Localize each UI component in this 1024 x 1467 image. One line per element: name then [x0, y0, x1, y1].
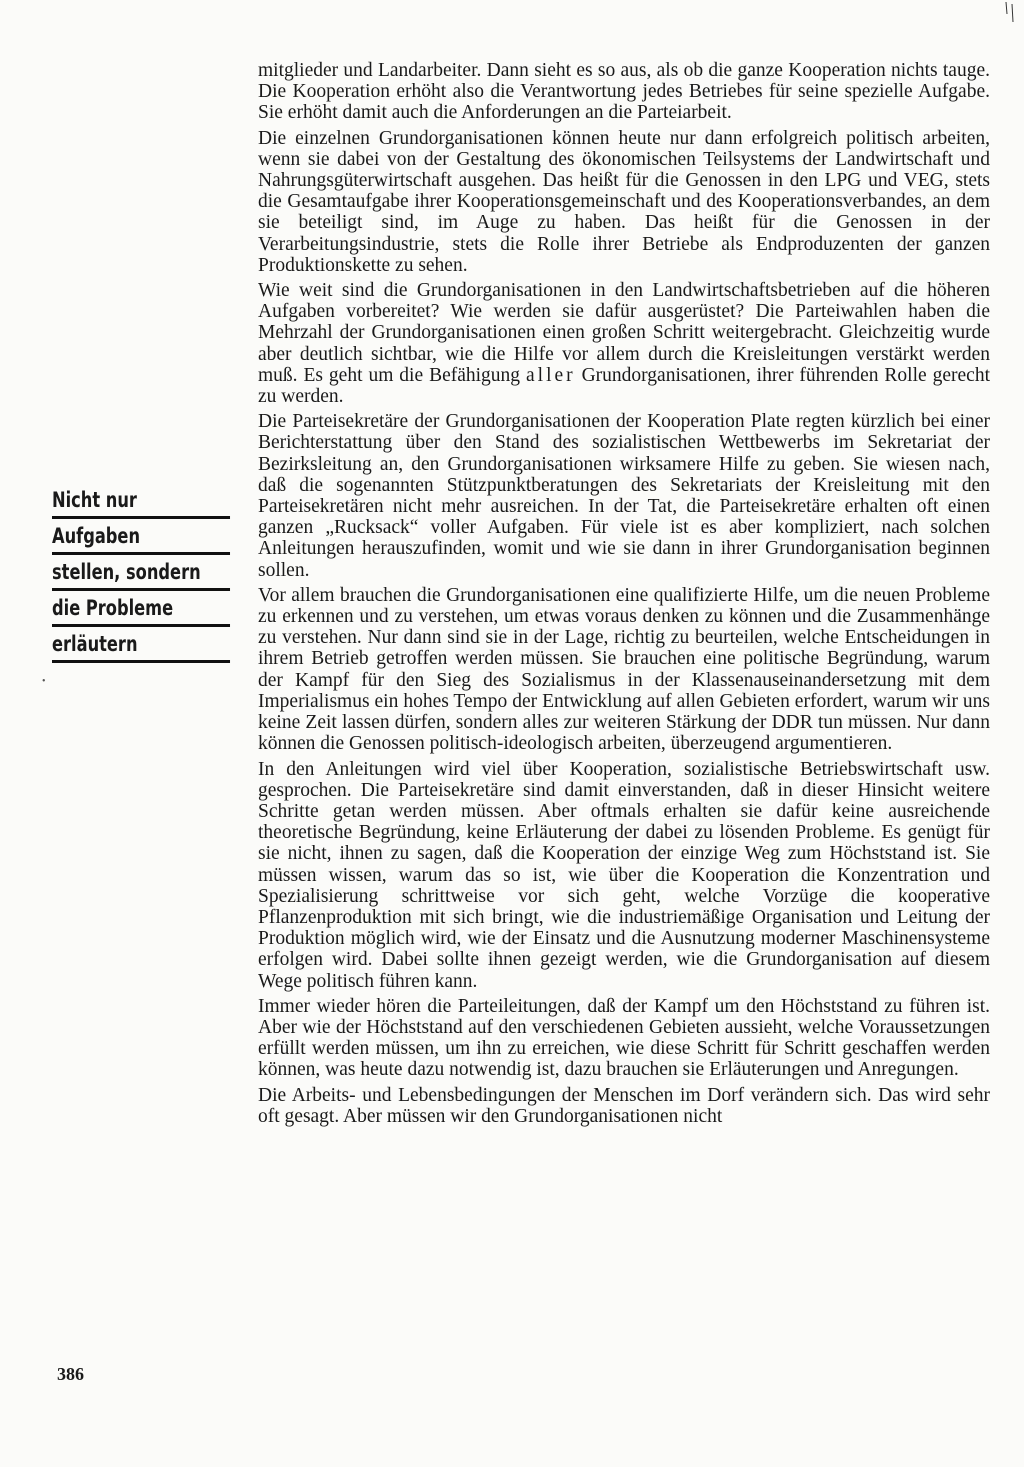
margin-heading-line: Aufgaben	[52, 523, 230, 555]
paragraph: Die Parteisekretäre der Grundorganisationen der Kooperation Plate regten kürzlich bei einer Berichterstattung über den Stand des sozialistischen Wettbewerbs im Sekretariat der Bezirksleitung an, den Grundorganisationen wirksamere Hilfe zu geben. Sie wiesen nach, daß die sogenannten Stützpunktberatungen des Sekretariats der Kreisleitung mit den Parteisekretären nicht mehr ausreichen. In der Tat, die Parteisekretäre erhalten oft einen ganzen „Rucksack“ voller Aufgaben. Für viele ist es aber kompliziert, nach solchen Anleitungen herauszufinden, womit und wie sie dann in ihrer Grundorganisation beginnen sollen.	[258, 411, 990, 581]
paragraph: Die einzelnen Grundorganisationen können heute nur dann erfolgreich politisch arbeiten, wenn sie dabei von der Gestaltung des ökonomischen Teilsystems der Landwirtschaft und Nahrungsgüterwirtschaft ausgehen. Das heißt für die Genossen in den LPG und VEG, stets die Gesamtaufgabe ihrer Kooperationsgemeinschaft und des Kooperationsverbandes, an dem sie beteiligt sind, im Auge zu haben. Das heißt für die Genossen in der Verarbeitungsindustrie, stets die Rolle ihrer Betriebe als Endproduzenten der ganzen Produktionskette zu sehen.	[258, 127, 990, 276]
margin-heading-line: stellen, sondern	[52, 559, 230, 591]
margin-heading-line: Nicht nur	[52, 487, 230, 519]
scan-edge-marks	[1002, 0, 1022, 40]
paragraph	[258, 280, 990, 407]
page-number: 386	[57, 1364, 84, 1384]
margin-heading-line: erläutern	[52, 631, 230, 663]
emphasized-word: aller	[526, 364, 576, 386]
paragraph-text: Wie weit sind die Grundorganisationen in den Landwirtschaftsbetrieben auf die höheren Aufgaben vorbereitet? Wie werden sie dafür ausgerüstet? Die Parteiwahlen haben die Mehrzahl der Grundorganisationen einen großen Schritt weitergebracht. Gleichzeitig wurde aber deutlich sichtbar, wie die Hilfe vor allem durch die Kreisleitungen verstärkt werden muß. Es geht um die Befähigung	[258, 280, 990, 386]
paragraph-text: Grundorganisationen, ihrer führenden Rolle gerecht zu werden.	[258, 364, 990, 408]
paragraph: Immer wieder hören die Parteileitungen, daß der Kampf um den Höchststand zu führen ist. Aber wie der Höchststand auf den verschiedenen Gebieten aussieht, welche Voraussetzungen erfüllt werden müssen, um ihn zu erreichen, wie diese Schritt für Schritt geschaffen werden können, was heute dazu notwendig ist, dazu brauchen sie Erläuterungen und Anregungen.	[258, 995, 990, 1081]
paragraph: In den Anleitungen wird viel über Kooperation, sozialistische Betriebswirtschaft usw. gesprochen. Die Parteisekretäre sind damit einverstanden, daß in dieser Hinsicht weitere Schritte getan werden müssen. Aber oftmals erhalten sie dafür keine ausreichende theoretische Begründung, keine Erläuterung der dabei zu lösenden Probleme. Es genügt für sie nicht, ihnen zu sagen, daß die Kooperation der einzige Weg zum Höchststand ist. Sie müssen wissen, warum das so ist, wie über die Kooperation die Konzentration und Spezialisierung schrittweise vor sich geht, welche Vorzüge die kooperative Pflanzenproduktion mit sich bringt, wie die industriemäßige Organisation und Leitung der Produktion möglich wird, wie der Einsatz und die Ausnutzung moderner Maschinensysteme erfolgen wird. Dabei sollte ihnen gezeigt werden, wie die Grundorganisation auf diesem Wege politisch führen kann.	[258, 758, 990, 992]
paragraph: mitglieder und Landarbeiter. Dann sieht es so aus, als ob die ganze Kooperation nichts tauge. Die Kooperation erhöht also die Verantwortung jedes Betriebes für seine spezielle Aufgabe. Sie erhöht damit auch die Anforderungen an die Parteiarbeit.	[258, 60, 990, 124]
margin-heading	[52, 487, 230, 667]
paragraph: Vor allem brauchen die Grundorganisationen eine qualifizierte Hilfe, um die neuen Probleme zu erkennen und zu verstehen, um etwas voraus denken zu können und die Zusammenhänge zu verstehen. Nur dann sind sie in der Lage, richtig zu beurteilen, welche Entscheidungen in ihrem Betrieb getroffen werden müssen. Sie brauchen eine politische Begründung, warum der Kampf für den Sieg des Sozialismus in der Klassenauseinandersetzung mit dem Imperialismus ein hohes Tempo der Entwicklung auf allen Gebieten erfordert, warum wir uns keine Zeit lassen dürfen, sondern alles zur weiteren Stärkung der DDR tun müssen. Nur dann können die Genossen politisch-ideologisch arbeiten, überzeugend argumentieren.	[258, 584, 990, 755]
margin-heading-line: die Probleme	[52, 595, 230, 627]
body-text	[258, 60, 990, 1131]
paragraph: Die Arbeits- und Lebensbedingungen der Menschen im Dorf verändern sich. Das wird sehr oft gesagt. Aber müssen wir den Grundorganisationen nicht	[258, 1084, 990, 1127]
margin-speck: •	[42, 676, 46, 687]
